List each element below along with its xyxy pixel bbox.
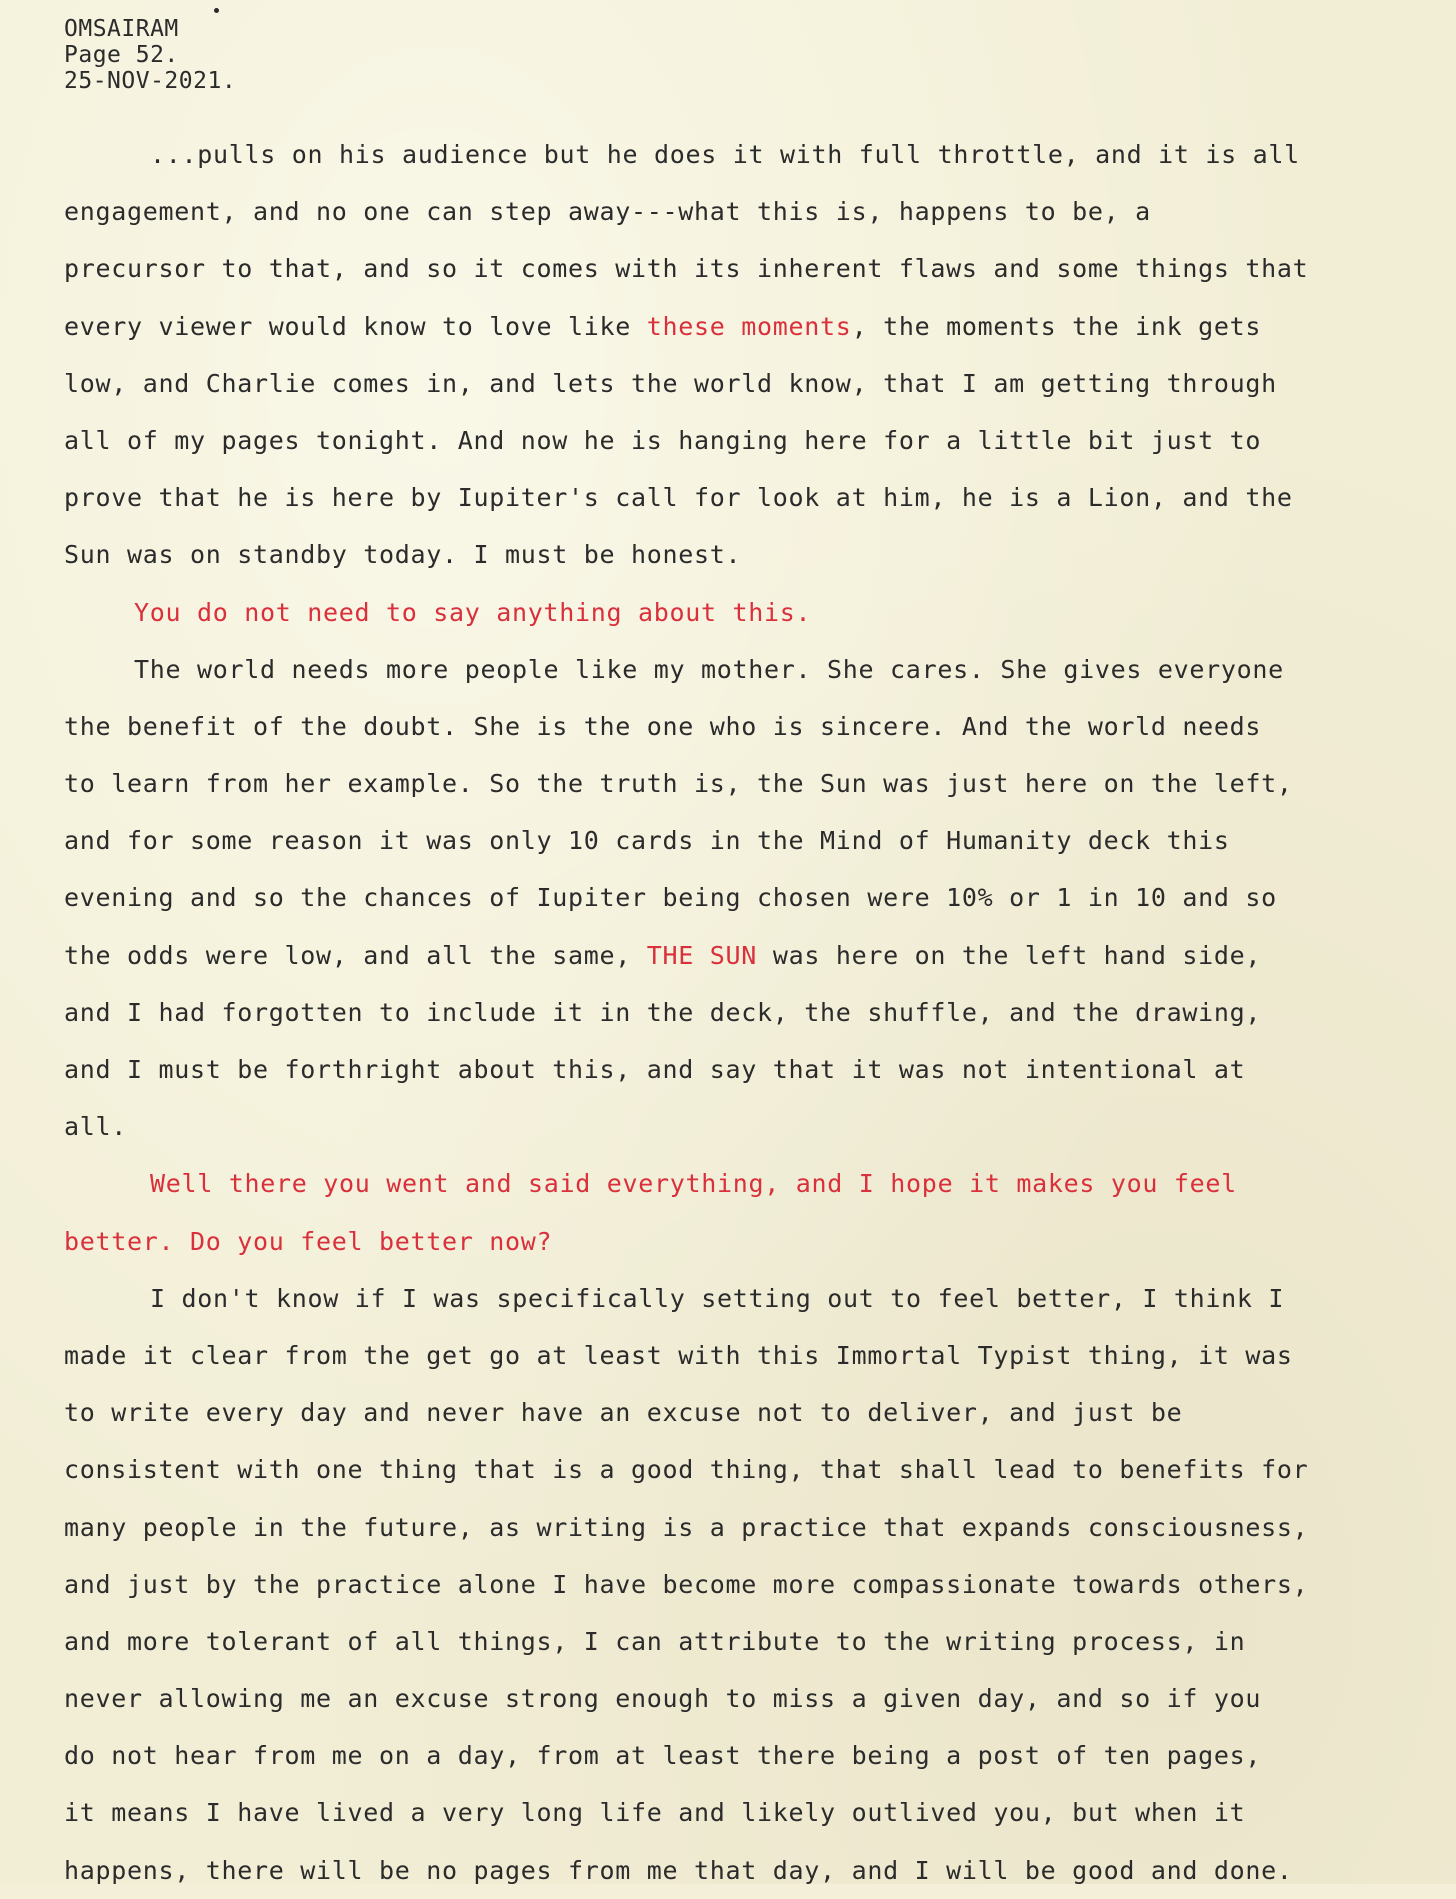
text-line-31 (64, 1842, 1424, 1899)
line-16-text: and I had forgotten to include it in the deck, the shuffle, and the drawing, (64, 997, 1262, 1027)
line-14-text: evening and so the chances of Iupiter being chosen were 10% or 1 in 10 and so (64, 883, 1277, 913)
text-line-15 (64, 927, 1424, 984)
line-19-red-text: Well there you went and said everything, and I hope it makes you feel (150, 1169, 1237, 1199)
line-4-red-phrase: these moments (646, 311, 852, 341)
line-2-text: engagement, and no one can step away---what this is, happens to be, a (64, 197, 1151, 227)
line-15-red-phrase: THE SUN (646, 940, 758, 970)
line-10-text: The world needs more people like my mother. She cares. She gives everyone (134, 654, 1284, 684)
text-line-9 (64, 584, 1424, 641)
line-4-text-c: , the moments the ink gets (851, 311, 1262, 341)
text-line-14 (64, 869, 1424, 926)
line-27-text: and more tolerant of all things, I can attribute to the writing process, in (64, 1626, 1246, 1656)
text-line-6 (64, 412, 1424, 469)
line-9-red-text: You do not need to say anything about this. (134, 597, 812, 627)
text-line-22 (64, 1327, 1424, 1384)
text-line-17 (64, 1041, 1424, 1098)
text-line-12 (64, 755, 1424, 812)
header-date: 25-NOV-2021. (64, 68, 237, 94)
ink-dot-mark (214, 8, 219, 13)
text-line-27 (64, 1613, 1424, 1670)
text-line-19 (64, 1155, 1424, 1212)
line-17-text: and I must be forthright about this, and say that it was not intentional at (64, 1055, 1246, 1084)
line-1-text: ...pulls on his audience but he does it with full throttle, and it is all (150, 140, 1300, 169)
text-line-4 (64, 298, 1424, 355)
line-5-text: low, and Charlie comes in, and lets the world know, that I am getting through (64, 368, 1277, 398)
line-20-red-text: better. Do you feel better now? (64, 1226, 553, 1256)
text-line-8 (64, 526, 1424, 583)
header-page-number: Page 52. (64, 42, 179, 68)
line-13-text: and for some reason it was only 10 cards in the Mind of Humanity deck this (64, 826, 1230, 856)
text-line-11 (64, 698, 1424, 755)
text-line-28 (64, 1670, 1424, 1727)
line-8-text: Sun was on standby today. I must be honest. (64, 540, 742, 570)
text-line-25 (64, 1499, 1424, 1556)
line-4-text-a: every viewer would know to love like (64, 311, 647, 341)
line-30-text: it means I have lived a very long life and likely outlived you, but when it (64, 1798, 1246, 1828)
text-line-2 (64, 183, 1424, 240)
line-15-text-c: was here on the left hand side, (757, 940, 1262, 970)
line-3-text: precursor to that, and so it comes with its inherent flaws and some things that (64, 254, 1309, 284)
text-line-29 (64, 1727, 1424, 1784)
line-11-text: the benefit of the doubt. She is the one who is sincere. And the world needs (64, 711, 1262, 741)
line-31-text: happens, there will be no pages from me that day, and I will be good and done. (64, 1855, 1293, 1885)
text-line-26 (64, 1556, 1424, 1613)
text-line-13 (64, 812, 1424, 869)
text-line-18 (64, 1098, 1424, 1155)
text-line-30 (64, 1784, 1424, 1841)
text-line-1 (64, 126, 1424, 183)
line-28-text: never allowing me an excuse strong enough to miss a given day, and so if you (64, 1684, 1262, 1714)
typed-body (64, 126, 1424, 1899)
line-22-text: made it clear from the get go at least with this Immortal Typist thing, it was (64, 1340, 1293, 1370)
page-header (64, 16, 236, 94)
text-line-7 (64, 469, 1424, 526)
text-line-5 (64, 355, 1424, 412)
text-line-16 (64, 984, 1424, 1041)
line-23-text: to write every day and never have an excuse not to deliver, and just be (64, 1398, 1183, 1428)
line-7-text: prove that he is here by Iupiter's call for look at him, he is a Lion, and the (64, 483, 1293, 513)
text-line-21 (64, 1270, 1424, 1327)
line-25-text: many people in the future, as writing is a practice that expands consciousness, (64, 1512, 1309, 1542)
text-line-3 (64, 240, 1424, 297)
line-15-text-a: the odds were low, and all the same, (64, 940, 647, 970)
header-omsairam: OMSAIRAM (64, 16, 179, 42)
line-6-text: all of my pages tonight. And now he is hanging here for a little bit just to (64, 425, 1262, 455)
line-24-text: consistent with one thing that is a good thing, that shall lead to benefits for (64, 1455, 1309, 1485)
line-21-text: I don't know if I was specifically setting out to feel better, I think I (150, 1283, 1285, 1313)
text-line-10 (64, 641, 1424, 698)
line-18-text: all. (64, 1112, 128, 1142)
text-line-24 (64, 1441, 1424, 1498)
text-line-23 (64, 1384, 1424, 1441)
line-12-text: to learn from her example. So the truth is, the Sun was just here on the left, (64, 769, 1293, 799)
line-29-text: do not hear from me on a day, from at least there being a post of ten pages, (64, 1741, 1262, 1771)
text-line-20 (64, 1213, 1424, 1270)
line-26-text: and just by the practice alone I have become more compassionate towards others, (64, 1569, 1309, 1599)
